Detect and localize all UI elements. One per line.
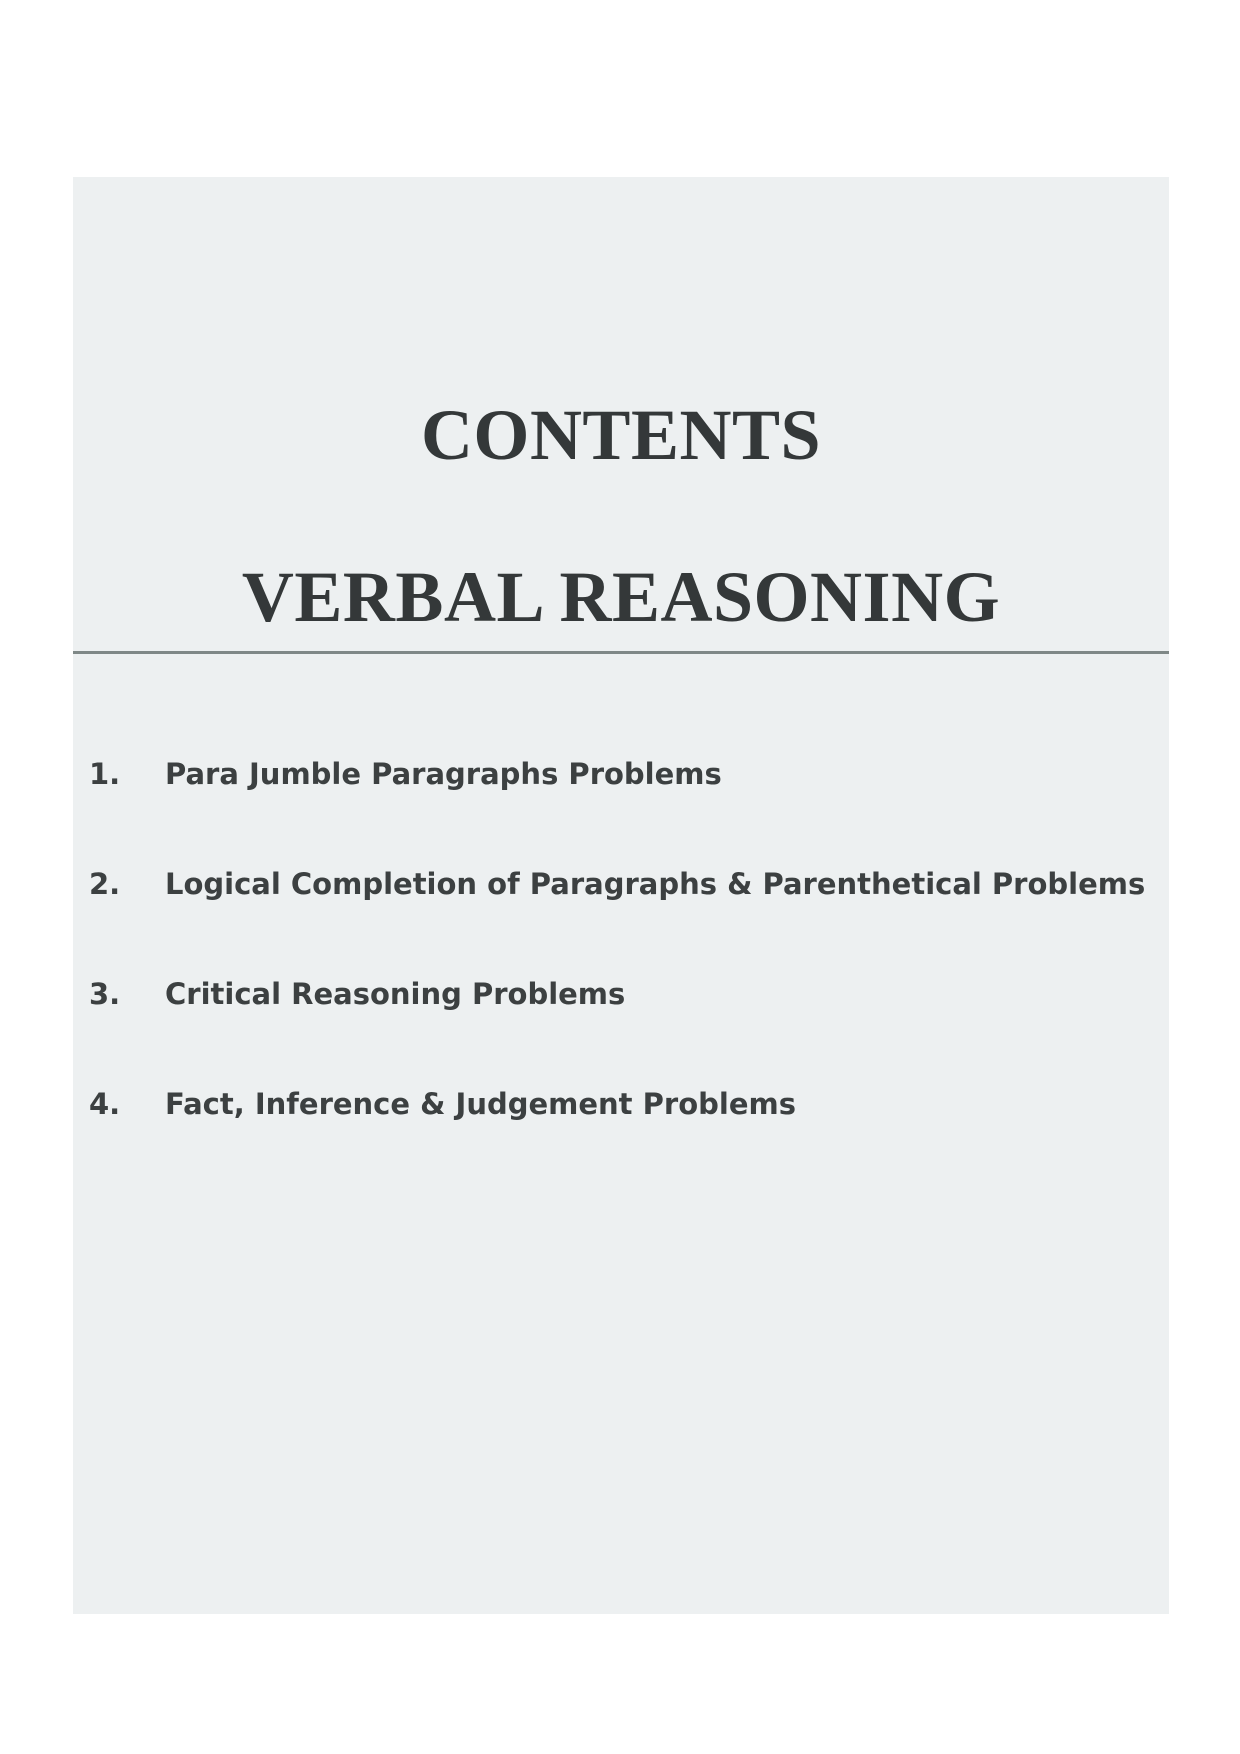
section-title: VERBAL REASONING	[241, 557, 1001, 637]
toc-item-2[interactable]	[73, 867, 1169, 977]
title-divider	[73, 651, 1169, 654]
page-title: CONTENTS	[420, 395, 822, 475]
contents-panel	[73, 177, 1169, 1614]
toc-item-3[interactable]	[73, 977, 1169, 1087]
toc-item-title: Para Jumble Paragraphs Problems	[165, 757, 722, 791]
toc-item-number: 2.	[89, 867, 121, 901]
toc-item-1[interactable]	[73, 757, 1169, 867]
toc-item-number: 1.	[89, 757, 121, 791]
toc-item-number: 3.	[89, 977, 121, 1011]
table-of-contents	[73, 757, 1169, 1197]
toc-item-4[interactable]	[73, 1087, 1169, 1197]
toc-item-number: 4.	[89, 1087, 121, 1121]
toc-item-title: Fact, Inference & Judgement Problems	[165, 1087, 796, 1121]
toc-item-title: Logical Completion of Paragraphs & Parenthetical Problems	[165, 867, 1146, 901]
toc-item-title: Critical Reasoning Problems	[165, 977, 626, 1011]
